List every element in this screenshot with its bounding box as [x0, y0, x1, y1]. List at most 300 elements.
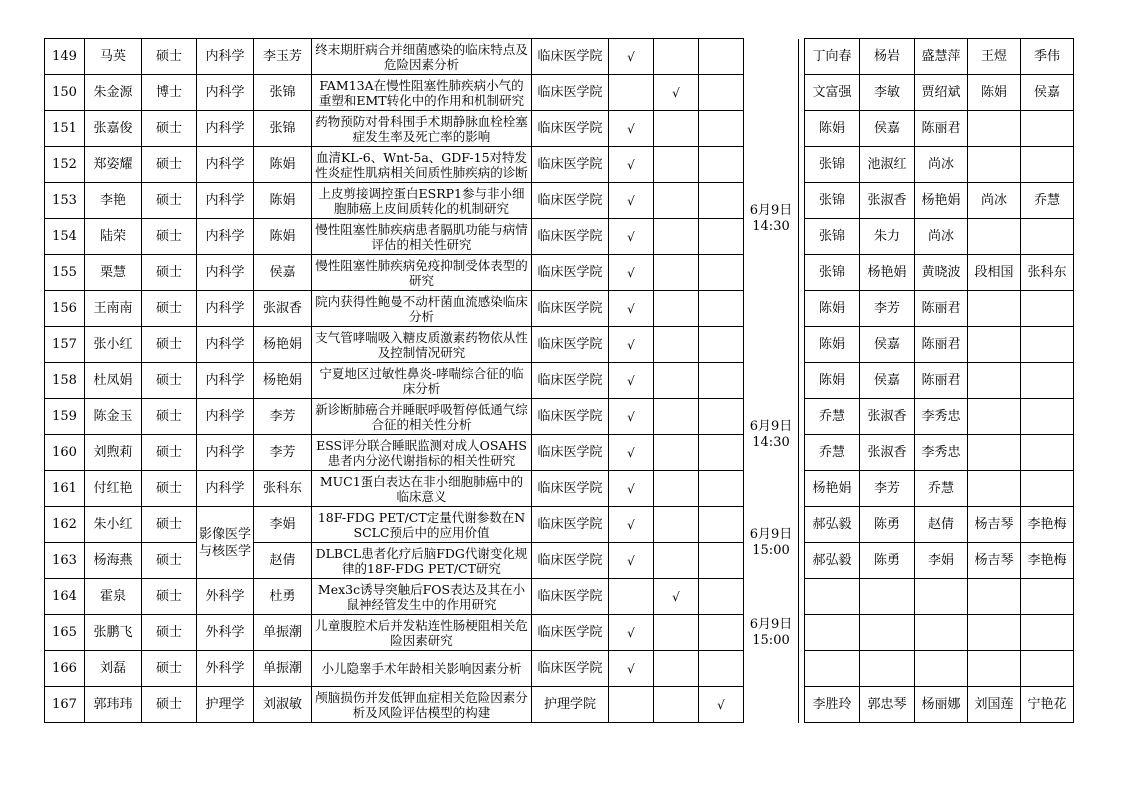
committee-member-cell [1021, 111, 1074, 147]
committee-member-cell: 黄晓波 [915, 255, 968, 291]
major-cell: 外科学 [197, 615, 254, 651]
committee-member-cell: 乔慧 [1021, 183, 1074, 219]
table-row [45, 471, 1074, 507]
table-row [45, 75, 1074, 111]
committee-member-cell: 侯嘉 [860, 327, 915, 363]
degree-cell: 硕士 [142, 255, 197, 291]
check-cell [654, 363, 699, 399]
degree-cell: 硕士 [142, 363, 197, 399]
check-cell [699, 615, 744, 651]
committee-member-cell: 陈丽君 [915, 363, 968, 399]
major-cell: 内科学 [197, 39, 254, 75]
committee-member-cell [968, 651, 1021, 687]
check-cell: √ [609, 399, 654, 435]
college-cell: 临床医学院 [532, 435, 609, 471]
college-cell: 临床医学院 [532, 255, 609, 291]
advisor-cell: 李娟 [254, 507, 312, 543]
thesis-title-cell: 新诊断肺癌合并睡眠呼吸暂停低通气综合征的相关性分析 [312, 399, 532, 435]
check-cell: √ [609, 363, 654, 399]
student-name-cell: 朱小红 [85, 507, 142, 543]
check-cell: √ [609, 255, 654, 291]
row-number-cell: 156 [45, 291, 85, 327]
committee-member-cell [805, 579, 860, 615]
check-cell: √ [609, 471, 654, 507]
college-cell: 临床医学院 [532, 543, 609, 579]
committee-member-cell: 陈娟 [968, 75, 1021, 111]
major-cell: 内科学 [197, 399, 254, 435]
degree-cell: 硕士 [142, 651, 197, 687]
student-name-cell: 付红艳 [85, 471, 142, 507]
check-cell: √ [699, 687, 744, 723]
row-number-cell: 161 [45, 471, 85, 507]
committee-member-cell [805, 651, 860, 687]
advisor-cell: 陈娟 [254, 147, 312, 183]
college-cell: 临床医学院 [532, 219, 609, 255]
degree-cell: 硕士 [142, 615, 197, 651]
schedule-cell [744, 507, 799, 579]
major-cell: 护理学 [197, 687, 254, 723]
check-cell [699, 399, 744, 435]
table-row [45, 507, 1074, 543]
thesis-title-cell: 慢性阻塞性肺疾病患者膈肌功能与病情评估的相关性研究 [312, 219, 532, 255]
check-cell [609, 687, 654, 723]
committee-member-cell: 盛慧萍 [915, 39, 968, 75]
check-cell: √ [654, 579, 699, 615]
table-row [45, 183, 1074, 219]
check-cell [654, 147, 699, 183]
check-cell [654, 471, 699, 507]
check-cell [699, 471, 744, 507]
table-row [45, 111, 1074, 147]
schedule-date: 6月9日 [749, 202, 793, 218]
committee-member-cell: 陈丽君 [915, 327, 968, 363]
check-cell [654, 399, 699, 435]
check-cell: √ [609, 435, 654, 471]
thesis-title-cell: ESS评分联合睡眠监测对成人OSAHS患者内分泌代谢指标的相关性研究 [312, 435, 532, 471]
advisor-cell: 张科东 [254, 471, 312, 507]
degree-cell: 硕士 [142, 579, 197, 615]
degree-cell: 硕士 [142, 435, 197, 471]
committee-member-cell: 李秀忠 [915, 399, 968, 435]
student-name-cell: 霍泉 [85, 579, 142, 615]
schedule-gap-cell [744, 75, 799, 111]
degree-cell: 硕士 [142, 147, 197, 183]
degree-cell: 硕士 [142, 183, 197, 219]
committee-member-cell [1021, 435, 1074, 471]
major-cell: 外科学 [197, 651, 254, 687]
committee-member-cell: 侯嘉 [860, 363, 915, 399]
committee-member-cell: 李娟 [915, 543, 968, 579]
committee-member-cell [1021, 399, 1074, 435]
check-cell [699, 75, 744, 111]
student-name-cell: 郭玮玮 [85, 687, 142, 723]
table-row [45, 219, 1074, 255]
degree-cell: 硕士 [142, 111, 197, 147]
committee-member-cell [968, 147, 1021, 183]
check-cell [699, 579, 744, 615]
college-cell: 临床医学院 [532, 471, 609, 507]
committee-member-cell: 文富强 [805, 75, 860, 111]
advisor-cell: 杨艳娟 [254, 363, 312, 399]
row-number-cell: 150 [45, 75, 85, 111]
row-number-cell: 149 [45, 39, 85, 75]
schedule-gap-cell [744, 111, 799, 147]
schedule-gap-cell [744, 687, 799, 723]
student-name-cell: 郑姿耀 [85, 147, 142, 183]
table-row [45, 651, 1074, 687]
degree-cell: 硕士 [142, 219, 197, 255]
row-number-cell: 164 [45, 579, 85, 615]
table-row [45, 39, 1074, 75]
committee-member-cell: 乔慧 [805, 399, 860, 435]
row-number-cell: 151 [45, 111, 85, 147]
thesis-title-cell: MUC1蛋白表达在非小细胞肺癌中的临床意义 [312, 471, 532, 507]
thesis-title-cell: 院内获得性鲍曼不动杆菌血流感染临床分析 [312, 291, 532, 327]
schedule-cell [744, 579, 799, 687]
committee-member-cell [805, 615, 860, 651]
committee-member-cell: 赵倩 [915, 507, 968, 543]
table-row [45, 291, 1074, 327]
major-cell: 内科学 [197, 435, 254, 471]
committee-member-cell [968, 219, 1021, 255]
committee-member-cell: 郝弘毅 [805, 507, 860, 543]
check-cell [699, 219, 744, 255]
committee-member-cell [968, 111, 1021, 147]
major-cell: 内科学 [197, 183, 254, 219]
degree-cell: 硕士 [142, 687, 197, 723]
college-cell: 临床医学院 [532, 111, 609, 147]
student-name-cell: 栗慧 [85, 255, 142, 291]
committee-member-cell: 陈娟 [805, 291, 860, 327]
check-cell [654, 39, 699, 75]
committee-member-cell: 池淑红 [860, 147, 915, 183]
committee-member-cell: 陈娟 [805, 111, 860, 147]
committee-member-cell [1021, 471, 1074, 507]
check-cell [699, 435, 744, 471]
college-cell: 护理学院 [532, 687, 609, 723]
check-cell [699, 363, 744, 399]
schedule-date: 6月9日 [749, 526, 793, 542]
row-number-cell: 162 [45, 507, 85, 543]
committee-member-cell [860, 579, 915, 615]
table-body [45, 39, 1074, 723]
degree-cell: 硕士 [142, 39, 197, 75]
thesis-title-cell: 宁夏地区过敏性鼻炎-哮喘综合征的临床分析 [312, 363, 532, 399]
thesis-title-cell: 支气管哮喘吸入糖皮质激素药物依从性及控制情况研究 [312, 327, 532, 363]
committee-member-cell: 丁向春 [805, 39, 860, 75]
check-cell: √ [609, 651, 654, 687]
student-name-cell: 杨海燕 [85, 543, 142, 579]
college-cell: 临床医学院 [532, 75, 609, 111]
major-cell: 内科学 [197, 75, 254, 111]
thesis-title-cell: DLBCL患者化疗后脑FDG代谢变化规律的18F-FDG PET/CT研究 [312, 543, 532, 579]
committee-member-cell: 陈娟 [805, 363, 860, 399]
committee-member-cell [968, 471, 1021, 507]
row-number-cell: 165 [45, 615, 85, 651]
major-cell: 内科学 [197, 255, 254, 291]
check-cell: √ [609, 327, 654, 363]
check-cell [654, 507, 699, 543]
committee-member-cell: 杨艳娟 [805, 471, 860, 507]
college-cell: 临床医学院 [532, 183, 609, 219]
thesis-title-cell: 18F-FDG PET/CT定量代谢参数在NSCLC预后中的应用价值 [312, 507, 532, 543]
college-cell: 临床医学院 [532, 399, 609, 435]
thesis-title-cell: 血清KL-6、Wnt-5a、GDF-15对特发性炎症性肌病相关间质性肺疾病的诊断 [312, 147, 532, 183]
advisor-cell: 单振潮 [254, 615, 312, 651]
committee-member-cell: 陈丽君 [915, 291, 968, 327]
committee-member-cell [915, 579, 968, 615]
check-cell [654, 543, 699, 579]
college-cell: 临床医学院 [532, 39, 609, 75]
thesis-title-cell: 终末期肝病合并细菌感染的临床特点及危险因素分析 [312, 39, 532, 75]
major-cell: 内科学 [197, 327, 254, 363]
committee-member-cell: 李敏 [860, 75, 915, 111]
table-row [45, 327, 1074, 363]
advisor-cell: 张锦 [254, 111, 312, 147]
committee-member-cell: 尚冰 [915, 219, 968, 255]
student-name-cell: 陆荣 [85, 219, 142, 255]
row-number-cell: 160 [45, 435, 85, 471]
row-number-cell: 158 [45, 363, 85, 399]
student-name-cell: 张小红 [85, 327, 142, 363]
schedule-gap-cell [744, 327, 799, 363]
check-cell [654, 291, 699, 327]
committee-member-cell [860, 651, 915, 687]
committee-member-cell: 李胜玲 [805, 687, 860, 723]
committee-member-cell: 尚冰 [968, 183, 1021, 219]
check-cell [699, 543, 744, 579]
committee-member-cell [915, 651, 968, 687]
table-row [45, 363, 1074, 399]
student-name-cell: 张嘉俊 [85, 111, 142, 147]
degree-cell: 硕士 [142, 543, 197, 579]
college-cell: 临床医学院 [532, 579, 609, 615]
advisor-cell: 杨艳娟 [254, 327, 312, 363]
schedule-time: 14:30 [752, 218, 790, 234]
student-name-cell: 杜凤娟 [85, 363, 142, 399]
check-cell [654, 651, 699, 687]
committee-member-cell [968, 327, 1021, 363]
committee-member-cell: 杨岩 [860, 39, 915, 75]
advisor-cell: 赵倩 [254, 543, 312, 579]
schedule-cell [744, 363, 799, 507]
committee-member-cell: 李艳梅 [1021, 543, 1074, 579]
row-number-cell: 155 [45, 255, 85, 291]
table-row [45, 579, 1074, 615]
advisor-cell: 李芳 [254, 399, 312, 435]
committee-member-cell [915, 615, 968, 651]
check-cell: √ [609, 111, 654, 147]
check-cell [654, 435, 699, 471]
college-cell: 临床医学院 [532, 291, 609, 327]
schedule-time: 15:00 [752, 632, 790, 648]
committee-member-cell [1021, 327, 1074, 363]
committee-member-cell: 陈娟 [805, 327, 860, 363]
student-name-cell: 王南南 [85, 291, 142, 327]
advisor-cell: 张淑香 [254, 291, 312, 327]
check-cell [699, 255, 744, 291]
advisor-cell: 杜勇 [254, 579, 312, 615]
thesis-title-cell: 慢性阻塞性肺疾病免疫抑制受体表型的研究 [312, 255, 532, 291]
major-cell: 内科学 [197, 111, 254, 147]
check-cell [699, 147, 744, 183]
committee-member-cell: 郝弘毅 [805, 543, 860, 579]
committee-member-cell: 张锦 [805, 219, 860, 255]
committee-member-cell: 段相国 [968, 255, 1021, 291]
committee-member-cell: 张淑香 [860, 399, 915, 435]
advisor-cell: 李芳 [254, 435, 312, 471]
check-cell [699, 651, 744, 687]
college-cell: 临床医学院 [532, 327, 609, 363]
row-number-cell: 157 [45, 327, 85, 363]
check-cell: √ [609, 291, 654, 327]
college-cell: 临床医学院 [532, 615, 609, 651]
advisor-cell: 刘淑敏 [254, 687, 312, 723]
committee-member-cell [1021, 219, 1074, 255]
row-number-cell: 154 [45, 219, 85, 255]
committee-member-cell: 王煜 [968, 39, 1021, 75]
defense-schedule-table [44, 38, 1074, 723]
student-name-cell: 刘煦莉 [85, 435, 142, 471]
check-cell: √ [609, 147, 654, 183]
check-cell: √ [609, 39, 654, 75]
degree-cell: 博士 [142, 75, 197, 111]
table-row [45, 687, 1074, 723]
check-cell [609, 579, 654, 615]
college-cell: 临床医学院 [532, 147, 609, 183]
thesis-title-cell: 颅脑损伤并发低钾血症相关危险因素分析及风险评估模型的构建 [312, 687, 532, 723]
committee-member-cell [968, 435, 1021, 471]
thesis-title-cell: 上皮剪接调控蛋白ESRP1参与非小细胞肺癌上皮间质转化的机制研究 [312, 183, 532, 219]
committee-member-cell: 杨吉琴 [968, 543, 1021, 579]
committee-member-cell: 杨艳娟 [860, 255, 915, 291]
check-cell [654, 615, 699, 651]
committee-member-cell: 季伟 [1021, 39, 1074, 75]
student-name-cell: 张鹏飞 [85, 615, 142, 651]
committee-member-cell: 贾绍斌 [915, 75, 968, 111]
advisor-cell: 侯嘉 [254, 255, 312, 291]
check-cell: √ [609, 507, 654, 543]
table-row [45, 255, 1074, 291]
schedule-gap-cell [744, 39, 799, 75]
thesis-title-cell: Mex3c诱导突触后FOS表达及其在小鼠神经管发生中的作用研究 [312, 579, 532, 615]
major-cell: 内科学 [197, 471, 254, 507]
thesis-title-cell: 小儿隐睾手术年龄相关影响因素分析 [312, 651, 532, 687]
row-number-cell: 153 [45, 183, 85, 219]
committee-member-cell: 尚冰 [915, 147, 968, 183]
advisor-cell: 陈娟 [254, 183, 312, 219]
row-number-cell: 152 [45, 147, 85, 183]
committee-member-cell: 侯嘉 [860, 111, 915, 147]
row-number-cell: 167 [45, 687, 85, 723]
committee-member-cell: 张锦 [805, 255, 860, 291]
committee-member-cell [1021, 579, 1074, 615]
committee-member-cell: 乔慧 [915, 471, 968, 507]
committee-member-cell: 李芳 [860, 471, 915, 507]
committee-member-cell [968, 363, 1021, 399]
check-cell [699, 507, 744, 543]
committee-member-cell [1021, 651, 1074, 687]
check-cell: √ [609, 219, 654, 255]
row-number-cell: 159 [45, 399, 85, 435]
schedule-date: 6月9日 [749, 418, 793, 434]
check-cell [699, 183, 744, 219]
committee-member-cell: 张锦 [805, 183, 860, 219]
committee-member-cell [1021, 147, 1074, 183]
schedule-time: 15:00 [752, 542, 790, 558]
table-row [45, 147, 1074, 183]
check-cell [654, 255, 699, 291]
committee-member-cell: 杨吉琴 [968, 507, 1021, 543]
committee-member-cell: 李艳梅 [1021, 507, 1074, 543]
college-cell: 临床医学院 [532, 651, 609, 687]
check-cell [699, 39, 744, 75]
check-cell [699, 291, 744, 327]
table-row [45, 615, 1074, 651]
college-cell: 临床医学院 [532, 507, 609, 543]
committee-member-cell: 侯嘉 [1021, 75, 1074, 111]
committee-member-cell: 陈勇 [860, 507, 915, 543]
student-name-cell: 朱金源 [85, 75, 142, 111]
committee-member-cell: 陈丽君 [915, 111, 968, 147]
major-cell: 外科学 [197, 579, 254, 615]
thesis-title-cell: 儿童腹腔术后并发粘连性肠梗阻相关危险因素研究 [312, 615, 532, 651]
committee-member-cell [860, 615, 915, 651]
student-name-cell: 陈金玉 [85, 399, 142, 435]
advisor-cell: 李玉芳 [254, 39, 312, 75]
schedule-date: 6月9日 [749, 616, 793, 632]
major-cell: 内科学 [197, 291, 254, 327]
check-cell [699, 111, 744, 147]
check-cell: √ [654, 75, 699, 111]
check-cell [699, 327, 744, 363]
committee-member-cell: 张淑香 [860, 183, 915, 219]
major-cell: 内科学 [197, 147, 254, 183]
check-cell: √ [609, 615, 654, 651]
degree-cell: 硕士 [142, 291, 197, 327]
committee-member-cell: 李芳 [860, 291, 915, 327]
schedule-time: 14:30 [752, 434, 790, 450]
committee-member-cell: 刘国莲 [968, 687, 1021, 723]
committee-member-cell [968, 615, 1021, 651]
committee-member-cell: 乔慧 [805, 435, 860, 471]
check-cell: √ [609, 183, 654, 219]
check-cell [654, 687, 699, 723]
degree-cell: 硕士 [142, 327, 197, 363]
college-cell: 临床医学院 [532, 363, 609, 399]
check-cell [654, 183, 699, 219]
committee-member-cell [968, 291, 1021, 327]
advisor-cell: 单振潮 [254, 651, 312, 687]
degree-cell: 硕士 [142, 399, 197, 435]
student-name-cell: 刘磊 [85, 651, 142, 687]
committee-member-cell [968, 579, 1021, 615]
committee-member-cell: 张淑香 [860, 435, 915, 471]
schedule-gap-cell [744, 291, 799, 327]
committee-member-cell [1021, 363, 1074, 399]
committee-member-cell: 陈勇 [860, 543, 915, 579]
thesis-title-cell: FAM13A在慢性阻塞性肺疾病小气的重塑和EMT转化中的作用和机制研究 [312, 75, 532, 111]
check-cell: √ [609, 543, 654, 579]
check-cell [654, 219, 699, 255]
advisor-cell: 陈娟 [254, 219, 312, 255]
major-cell: 内科学 [197, 219, 254, 255]
row-number-cell: 163 [45, 543, 85, 579]
committee-member-cell: 李秀忠 [915, 435, 968, 471]
committee-member-cell: 杨丽娜 [915, 687, 968, 723]
thesis-title-cell: 药物预防对骨科围手术期静脉血栓栓塞症发生率及死亡率的影响 [312, 111, 532, 147]
row-number-cell: 166 [45, 651, 85, 687]
